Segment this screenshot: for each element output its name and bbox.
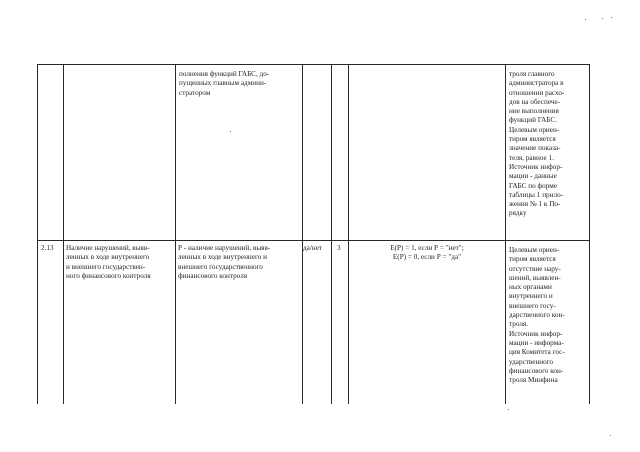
row-2-13-comment-cell: Целевым ориен- тиром является отсутствие нару- шений, выявлен- ных органами внутреннего и внешнего госу- дарственного кон- троля. Источник инфор- мации - информа- ция Комитета гос- ударственного финансового кон- троля Минфина bbox=[509, 246, 565, 385]
scan-speck bbox=[602, 18, 603, 19]
row-2-13-indicator-cell: Наличие нарушений, выяв- ленных в ходе внутреннего и внешнего государствен- ного финансового контроля bbox=[66, 244, 151, 280]
column-divider-name bbox=[175, 64, 176, 404]
column-divider-formula bbox=[505, 64, 506, 404]
scan-speck bbox=[610, 435, 611, 436]
row-continued-note-cell: полнения функций ГАБС, до- пущенных главным админи- стратором bbox=[179, 70, 270, 97]
column-divider-number bbox=[63, 64, 64, 404]
row-divider bbox=[37, 240, 590, 241]
scan-speck bbox=[585, 19, 586, 20]
column-divider-unit bbox=[331, 64, 332, 404]
row-continued-comment-cell: троля главного администратора в отношении расхо- дов на обеспече- ние выполнения функций ГАБС. Целевым ориен- тиром является значение показа- теля, равное 1. Источник инфор- мации - данные ГАБС по форме таблицы 1 прило- жения № 1 к По- рядку bbox=[509, 70, 565, 218]
table-border-left bbox=[37, 64, 38, 404]
row-2-13-unit-cell: да/нет bbox=[303, 244, 323, 252]
table-border-right bbox=[589, 64, 590, 404]
column-divider-score bbox=[348, 64, 349, 404]
table-border-top bbox=[37, 64, 590, 65]
scan-speck bbox=[230, 131, 231, 132]
row-2-13-note-cell: Р - наличие нарушений, выяв- ленных в ходе внутреннего и внешнего государственного финансового контроля bbox=[178, 244, 271, 280]
row-2-13-formula-cell: Е(Р) = 1, если Р = "нет"; Е(Р) = 0, если Р = "да" bbox=[390, 244, 464, 262]
row-2-13-number-cell: 2.13 bbox=[41, 244, 54, 252]
scan-speck bbox=[611, 17, 612, 18]
column-divider-note bbox=[302, 64, 303, 404]
row-2-13-score-cell: 3 bbox=[337, 244, 341, 252]
scan-speck bbox=[508, 409, 509, 410]
